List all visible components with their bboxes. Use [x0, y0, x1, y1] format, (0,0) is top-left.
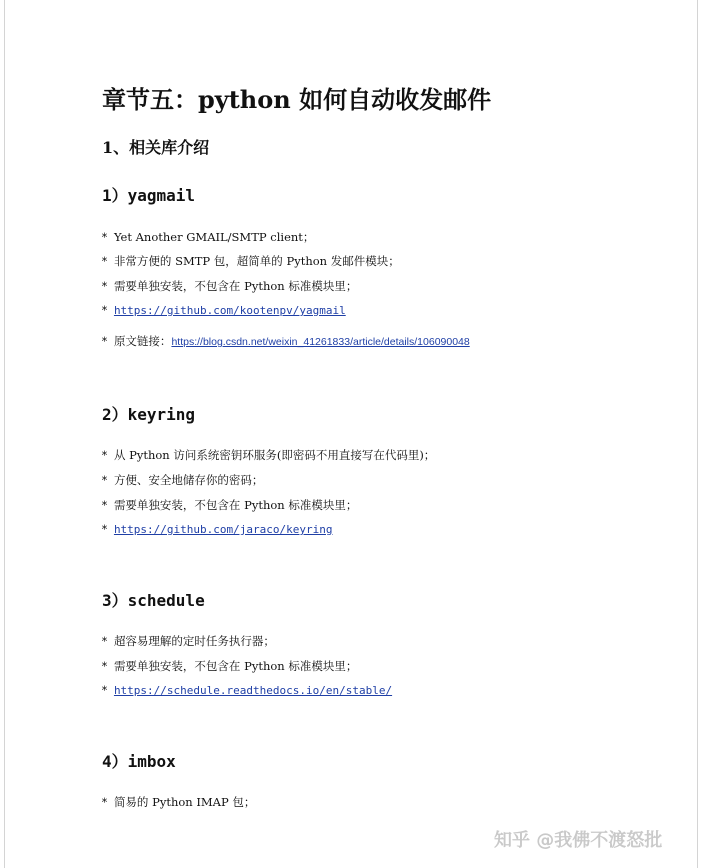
bullet-icon: *: [101, 279, 108, 293]
imbox-heading: 4）imbox: [102, 752, 176, 771]
source-label: 原文链接：: [113, 334, 172, 348]
list-item: * Yet Another GMAIL/SMTP client；: [101, 230, 315, 244]
list-item: * 超容易理解的定时任务执行器；: [101, 634, 275, 648]
schedule-heading: 3）schedule: [102, 591, 205, 610]
document-page: [4, 0, 698, 868]
list-item: [101, 683, 392, 697]
page-title: 章节五：python 如何自动收发邮件: [102, 85, 492, 114]
list-item: * 简易的 Python IMAP 包；: [101, 795, 256, 809]
list-item: [101, 522, 332, 536]
yagmail-link[interactable]: https://github.com/kootenpv/yagmail: [113, 304, 346, 317]
bullet-icon: *: [101, 230, 108, 244]
bullet-icon: *: [101, 303, 108, 317]
bullet-icon: *: [101, 334, 108, 348]
yagmail-heading: 1）yagmail: [102, 186, 196, 205]
list-item: * 非常方便的 SMTP 包，超简单的 Python 发邮件模块；: [101, 254, 400, 268]
keyring-heading: 2）keyring: [102, 405, 196, 424]
keyring-link[interactable]: https://github.com/jaraco/keyring: [113, 523, 333, 536]
bullet-icon: *: [101, 448, 108, 462]
bullet-icon: *: [101, 659, 108, 673]
bullet-icon: *: [101, 795, 108, 809]
list-item: [101, 303, 346, 317]
list-item: * 从 Python 访问系统密钥环服务(即密码不用直接写在代码里)；: [101, 448, 436, 462]
bullet-icon: *: [101, 473, 108, 487]
watermark: 知乎 @我佛不渡怒批: [494, 830, 663, 851]
bullet-icon: *: [101, 254, 108, 268]
list-item: [101, 333, 470, 349]
source-link[interactable]: https://blog.csdn.net/weixin_41261833/article/details/106090048: [171, 336, 470, 348]
list-item: * 需要单独安装，不包含在 Python 标准模块里；: [101, 279, 358, 293]
bullet-icon: *: [101, 634, 108, 648]
bullet-icon: *: [101, 683, 108, 697]
list-item: * 方便、安全地储存你的密码；: [101, 473, 264, 487]
bullet-icon: *: [101, 498, 108, 512]
bullet-icon: *: [101, 522, 108, 536]
list-item: * 需要单独安装，不包含在 Python 标准模块里；: [101, 659, 358, 673]
list-item: * 需要单独安装，不包含在 Python 标准模块里；: [101, 498, 358, 512]
section-heading: 1、相关库介绍: [102, 138, 210, 157]
schedule-link[interactable]: https://schedule.readthedocs.io/en/stable/: [113, 684, 393, 697]
